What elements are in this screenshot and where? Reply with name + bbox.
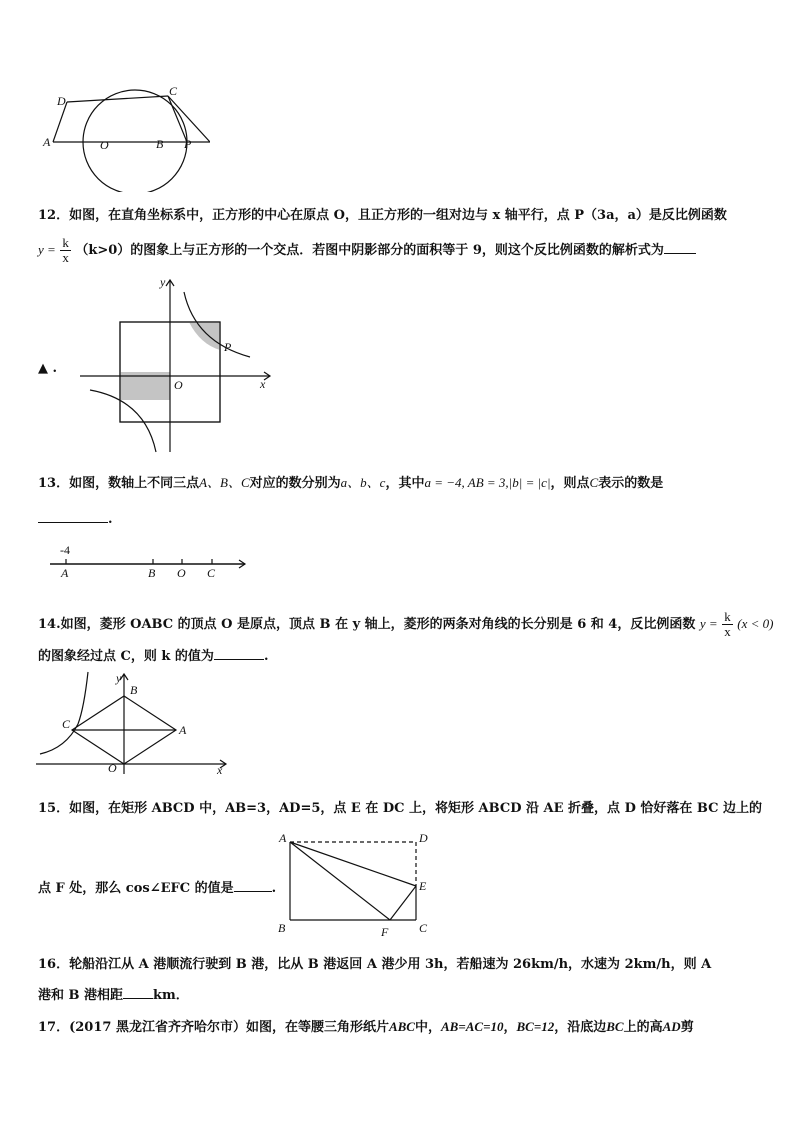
q14-text2: 的图象经过点 C，则 k 的值为 bbox=[38, 649, 214, 664]
q12-line2 bbox=[38, 236, 696, 265]
label-O: O bbox=[174, 378, 183, 392]
label-x: x bbox=[217, 763, 223, 777]
label-B: B bbox=[148, 566, 156, 580]
segment-AF bbox=[290, 842, 390, 920]
label-y: y bbox=[116, 671, 122, 685]
q17-triangle: ABC bbox=[388, 1019, 415, 1034]
q14-frac-den: x bbox=[724, 624, 731, 639]
label-P: P bbox=[224, 340, 232, 354]
q14-text: 14.如图，菱形 OABC 的顶点 O 是原点，顶点 B 在 y 轴上，菱形的两条对角线的长分别是 6 和 4，反比例函数 bbox=[38, 617, 696, 632]
label-A: A bbox=[61, 566, 69, 580]
label-D: D bbox=[57, 94, 66, 108]
q12-line1: 12．如图，在直角坐标系中，正方形的中心在原点 O，且正方形的一组对边与 x 轴平行，点 P（3a，a）是反比例函数 bbox=[38, 208, 727, 223]
number-line-figure-q13 bbox=[40, 540, 255, 580]
q16-answer-blank bbox=[123, 986, 153, 999]
q17-condition1: AB=AC=10 bbox=[440, 1019, 504, 1034]
label-A: A bbox=[179, 723, 187, 737]
q13-point-c: C bbox=[589, 475, 599, 490]
q12-tail-line bbox=[38, 360, 57, 378]
label-D: D bbox=[419, 831, 428, 845]
q13-vars: a、b、c bbox=[340, 475, 386, 490]
q17-text-c: ， bbox=[503, 1020, 517, 1035]
q12-tail: ▲ . bbox=[38, 361, 58, 376]
q13-answer-blank bbox=[38, 510, 108, 523]
q12-answer-blank bbox=[664, 241, 696, 254]
q16-text: 港和 B 港相距 bbox=[38, 988, 124, 1003]
label-C: C bbox=[62, 717, 71, 731]
q12-frac-den: x bbox=[62, 250, 69, 265]
label-P: P bbox=[184, 137, 192, 151]
q14-y-equals: y = bbox=[699, 616, 718, 631]
q13-text-d: ，则点 bbox=[550, 476, 590, 491]
label-B: B bbox=[130, 683, 138, 697]
q17-text-f: 剪 bbox=[680, 1020, 694, 1035]
q16-line2 bbox=[38, 986, 189, 1005]
q14-tail: . bbox=[263, 649, 269, 664]
fold-line-AE bbox=[290, 842, 416, 886]
q13-line2 bbox=[38, 510, 113, 529]
q13-text-a: 13．如图，数轴上不同三点 bbox=[38, 476, 200, 491]
q17-text-a: 17．(2017 黑龙江省齐齐哈尔市）如图，在等腰三角形纸片 bbox=[38, 1020, 389, 1035]
q12-y-equals: y = bbox=[38, 242, 56, 257]
hyperbola-branch bbox=[40, 672, 88, 754]
label-O: O bbox=[177, 566, 186, 580]
q17-base: BC bbox=[606, 1019, 624, 1034]
q13-line1 bbox=[38, 474, 663, 493]
chord-CB bbox=[168, 96, 187, 142]
q17-altitude: AD bbox=[662, 1019, 681, 1034]
circle-figure-q11 bbox=[30, 82, 210, 192]
label-C: C bbox=[169, 84, 178, 98]
q12-fraction bbox=[60, 236, 71, 265]
chord-AD bbox=[53, 102, 67, 142]
q14-line2 bbox=[38, 647, 268, 666]
label-x: x bbox=[260, 377, 266, 391]
q13-tail: . bbox=[108, 512, 113, 527]
label-O: O bbox=[108, 761, 117, 775]
label-B: B bbox=[278, 921, 286, 935]
q17-text-b: 中， bbox=[414, 1020, 441, 1035]
tangent-CP bbox=[168, 96, 210, 142]
q17-line1 bbox=[38, 1018, 694, 1037]
q13-text-e: 表示的数是 bbox=[598, 476, 664, 491]
q14-condition: (x < 0) bbox=[737, 616, 774, 631]
q16-line1: 16．轮船沿江从 A 港顺流行驶到 B 港，比从 B 港返回 A 港少用 3h，若船速为 26km/h，水速为 2km/h，则 A bbox=[38, 957, 712, 972]
q13-condition: a = −4, AB = 3,|b| = |c| bbox=[424, 475, 551, 490]
q12-frac-num: k bbox=[62, 235, 69, 250]
shaded-region-upper bbox=[189, 322, 220, 350]
segment-FE bbox=[390, 886, 416, 920]
label-y: y bbox=[160, 275, 166, 289]
q14-fraction bbox=[722, 610, 733, 639]
q13-text-c: ，其中 bbox=[385, 476, 425, 491]
q15-tail: . bbox=[271, 881, 277, 896]
q14-answer-blank bbox=[214, 647, 264, 660]
q15-answer-blank bbox=[234, 879, 272, 892]
q17-condition2: BC=12 bbox=[516, 1019, 555, 1034]
label-E: E bbox=[419, 879, 427, 893]
label-O: O bbox=[100, 138, 109, 152]
q12-text: （k>0）的图象上与正方形的一个交点．若图中阴影部分的面积等于 9，则这个反比例函数的解析式为 bbox=[75, 243, 664, 258]
rectangle-fold-figure-q15 bbox=[271, 828, 436, 940]
rhombus-figure-q14 bbox=[36, 668, 236, 778]
q17-text-e: 上的高 bbox=[623, 1020, 663, 1035]
q13-text-b: 对应的数分别为 bbox=[249, 476, 341, 491]
q17-text-d: ，沿底边 bbox=[554, 1020, 607, 1035]
chord-DC bbox=[67, 96, 168, 102]
q14-line1 bbox=[38, 610, 773, 639]
square-hyperbola-figure-q12 bbox=[80, 272, 280, 457]
label-minus-4: -4 bbox=[60, 543, 70, 557]
label-C: C bbox=[207, 566, 216, 580]
q15-line2 bbox=[38, 879, 276, 898]
q14-frac-num: k bbox=[724, 609, 731, 624]
q16-tail: km． bbox=[153, 988, 189, 1003]
label-A: A bbox=[279, 831, 287, 845]
q15-text: 点 F 处，那么 cos∠EFC 的值是 bbox=[38, 881, 234, 896]
label-B: B bbox=[156, 137, 164, 151]
label-F: F bbox=[381, 925, 389, 939]
label-C: C bbox=[419, 921, 428, 935]
q13-points: A、B、C bbox=[199, 475, 250, 490]
label-A: A bbox=[43, 135, 51, 149]
q15-line1: 15．如图，在矩形 ABCD 中，AB=3，AD=5，点 E 在 DC 上，将矩形 ABCD 沿 AE 折叠，点 D 恰好落在 BC 边上的 bbox=[38, 801, 763, 816]
